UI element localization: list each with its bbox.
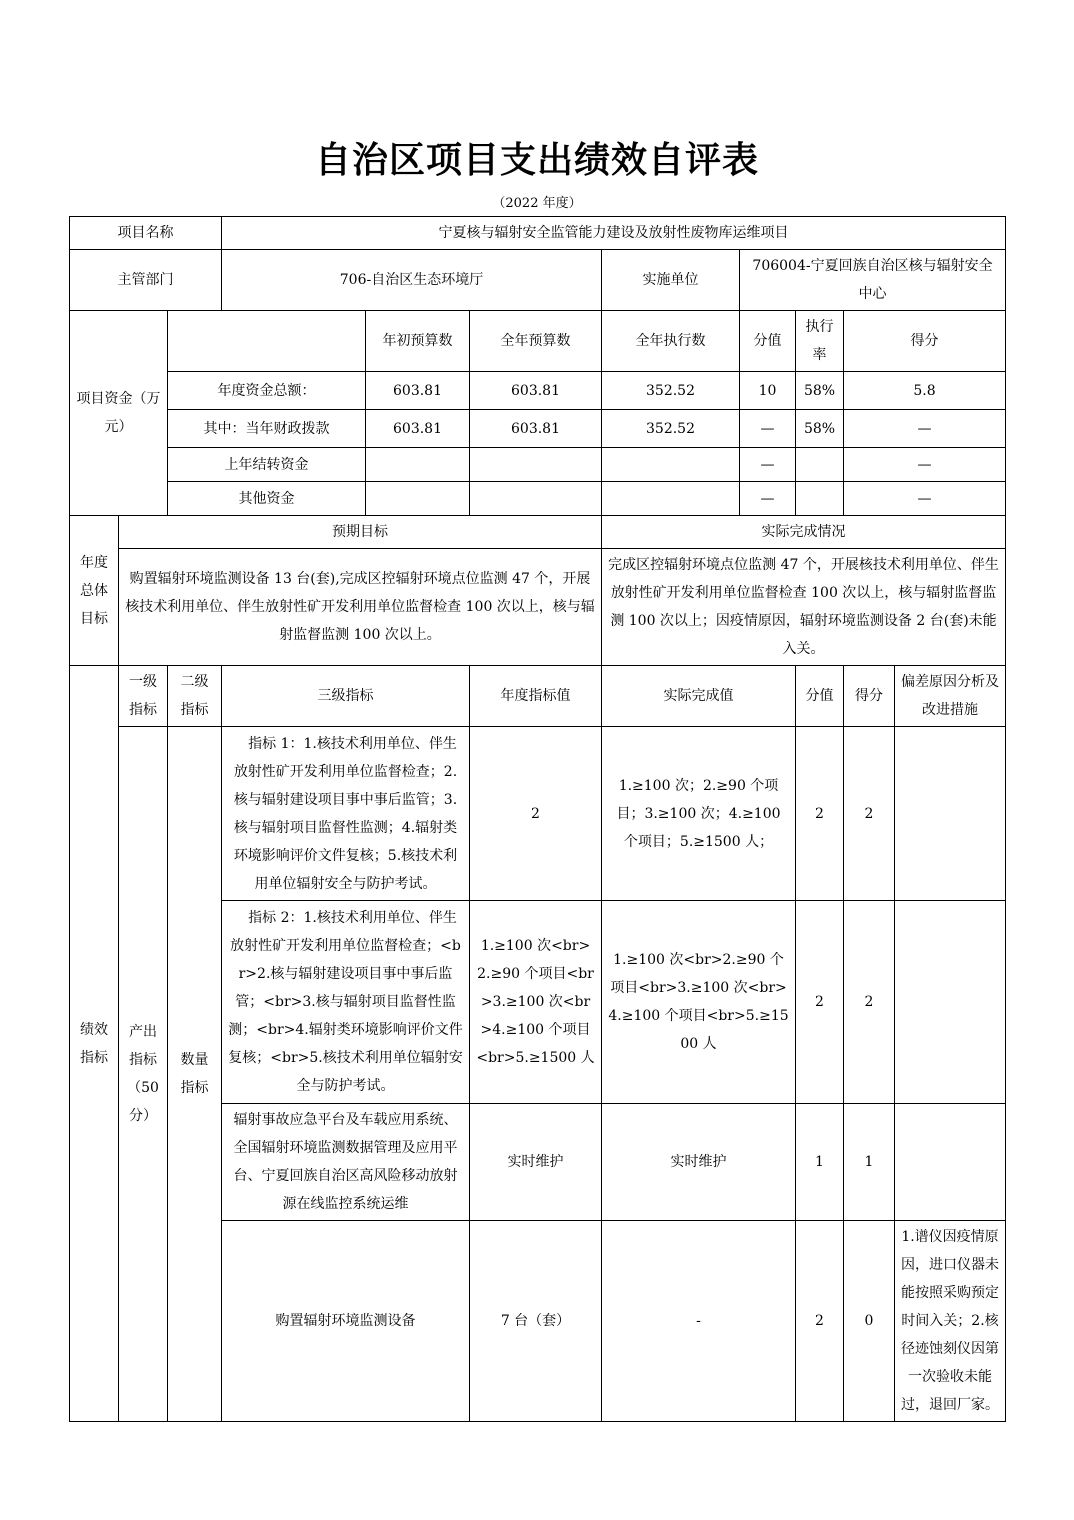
indicator-score-value: 2: [796, 901, 844, 1104]
indicator-target: 实时维护: [470, 1104, 602, 1221]
funds-row-initial: [366, 448, 470, 482]
funds-row: [70, 482, 1006, 516]
funds-row-name: 其中：当年财政拨款: [168, 410, 366, 448]
goals-content-row: [70, 549, 1006, 666]
funds-row-initial: [366, 482, 470, 516]
funds-row: [70, 372, 1006, 410]
funds-header-score-value: 分值: [740, 311, 796, 372]
indicator-actual: 1.≥100 次；2.≥90 个项目；3.≥100 次；4.≥100 个项目；5.≥1500 人；: [602, 727, 796, 901]
funds-label: 项目资金（万元）: [70, 311, 168, 516]
indicators-header-target: 年度指标值: [470, 666, 602, 727]
funds-row-score: —: [844, 448, 1006, 482]
funds-row-annual: 603.81: [470, 372, 602, 410]
funds-row-name: 年度资金总额：: [168, 372, 366, 410]
funds-row-executed: 352.52: [602, 410, 740, 448]
funds-row-executed: [602, 482, 740, 516]
indicators-header-score: 得分: [844, 666, 895, 727]
project-name-label: 项目名称: [70, 217, 222, 250]
indicator-deviation: 1.谱仪因疫情原因，进口仪器未能按照采购预定时间入关；2.核径迹蚀刻仪因第一次验收未能过，退回厂家。: [895, 1221, 1006, 1422]
funds-row-score: —: [844, 410, 1006, 448]
indicators-header-actual: 实际完成值: [602, 666, 796, 727]
goals-expected-text: 购置辐射环境监测设备 13 台(套),完成区控辐射环境点位监测 47 个，开展核技术利用单位、伴生放射性矿开发利用单位监督检查 100 次以上，核与辐射监督监测 100 次以上。: [119, 549, 602, 666]
funds-row-annual: [470, 482, 602, 516]
project-name-value: 宁夏核与辐射安全监管能力建设及放射性废物库运维项目: [222, 217, 1006, 250]
unit-label: 实施单位: [602, 250, 740, 311]
indicator-deviation: [895, 901, 1006, 1104]
funds-row-rate: [796, 482, 844, 516]
funds-row-score: —: [844, 482, 1006, 516]
indicator-deviation: [895, 1104, 1006, 1221]
indicator-score: 0: [844, 1221, 895, 1422]
funds-row-score-value: 10: [740, 372, 796, 410]
indicators-header-level3: 三级指标: [222, 666, 470, 727]
funds-row-executed: [602, 448, 740, 482]
indicators-header-level2: 二级指标: [168, 666, 222, 727]
department-value: 706-自治区生态环境厅: [222, 250, 602, 311]
funds-row-annual: [470, 448, 602, 482]
indicator-level1: 产出指标（50分）: [119, 727, 168, 1422]
indicators-header-level1: 一级指标: [119, 666, 168, 727]
indicator-target: 7 台（套）: [470, 1221, 602, 1422]
funds-row-initial: 603.81: [366, 410, 470, 448]
indicator-score-value: 2: [796, 1221, 844, 1422]
funds-row-executed: 352.52: [602, 372, 740, 410]
indicators-header-row: [70, 666, 1006, 727]
indicator-name: 指标 1：1.核技术利用单位、伴生放射性矿开发利用单位监督检查；2.核与辐射建设项目事中事后监管；3.核与辐射项目监督性监测；4.辐射类环境影响评价文件复核；5.核技术利用单位辐射安全与防护考试。: [222, 727, 470, 901]
indicator-name: 辐射事故应急平台及车载应用系统、全国辐射环境监测数据管理及应用平台、宁夏回族自治区高风险移动放射源在线监控系统运维: [222, 1104, 470, 1221]
funds-header-blank: [168, 311, 366, 372]
indicator-name: 购置辐射环境监测设备: [222, 1221, 470, 1422]
report-year: （2022 年度）: [492, 196, 582, 211]
funds-row-rate: 58%: [796, 410, 844, 448]
funds-row-rate: 58%: [796, 372, 844, 410]
project-name-row: [70, 217, 1006, 250]
page-title: 自治区项目支出绩效自评表: [314, 139, 759, 181]
funds-row: [70, 448, 1006, 482]
funds-row-rate: [796, 448, 844, 482]
performance-table: [69, 216, 1006, 1422]
goals-label: 年度总体目标: [70, 516, 119, 666]
indicator-row: [70, 727, 1006, 901]
indicator-name: 指标 2：1.核技术利用单位、伴生放射性矿开发利用单位监督检查；<br>2.核与辐射建设项目事中事后监管；<br>3.核与辐射项目监督性监测；<br>4.辐射类环境影响评价文件复核；<br>5.核技术利用单位辐射安全与防护考试。: [222, 901, 470, 1104]
department-label: 主管部门: [70, 250, 222, 311]
funds-header-initial: 年初预算数: [366, 311, 470, 372]
indicator-actual: -: [602, 1221, 796, 1422]
indicator-deviation: [895, 727, 1006, 901]
funds-header-rate: 执行率: [796, 311, 844, 372]
indicator-score-value: 2: [796, 727, 844, 901]
goals-actual-label: 实际完成情况: [602, 516, 1006, 549]
unit-value: 706004-宁夏回族自治区核与辐射安全中心: [740, 250, 1006, 311]
goals-expected-label: 预期目标: [119, 516, 602, 549]
funds-row-annual: 603.81: [470, 410, 602, 448]
funds-row-name: 其他资金: [168, 482, 366, 516]
goals-actual-text: 完成区控辐射环境点位监测 47 个，开展核技术利用单位、伴生放射性矿开发利用单位监督检查 100 次以上，核与辐射监督监测 100 次以上；因疫情原因，辐射环境监测设备 2 台(套)未能入关。: [602, 549, 1006, 666]
funds-header-executed: 全年执行数: [602, 311, 740, 372]
funds-row-score-value: —: [740, 482, 796, 516]
indicator-target: 1.≥100 次<br>2.≥90 个项目<br>3.≥100 次<br>4.≥100 个项目<br>5.≥1500 人: [470, 901, 602, 1104]
indicator-level2: 数量指标: [168, 727, 222, 1422]
indicators-section-label: 绩效指标: [70, 666, 119, 1422]
funds-row-score-value: —: [740, 448, 796, 482]
indicator-score: 1: [844, 1104, 895, 1221]
funds-header-annual: 全年预算数: [470, 311, 602, 372]
funds-header-score: 得分: [844, 311, 1006, 372]
funds-row-initial: 603.81: [366, 372, 470, 410]
indicator-score: 2: [844, 727, 895, 901]
funds-row-score: 5.8: [844, 372, 1006, 410]
indicator-score-value: 1: [796, 1104, 844, 1221]
goals-header-row: [70, 516, 1006, 549]
indicators-header-score-value: 分值: [796, 666, 844, 727]
indicator-actual: 实时维护: [602, 1104, 796, 1221]
department-row: [70, 250, 1006, 311]
funds-row-name: 上年结转资金: [168, 448, 366, 482]
funds-row-score-value: —: [740, 410, 796, 448]
funds-row: [70, 410, 1006, 448]
funds-header-row: [70, 311, 1006, 372]
indicator-score: 2: [844, 901, 895, 1104]
indicators-header-deviation: 偏差原因分析及改进措施: [895, 666, 1006, 727]
indicator-actual: 1.≥100 次<br>2.≥90 个项目<br>3.≥100 次<br>4.≥100 个项目<br>5.≥1500 人: [602, 901, 796, 1104]
indicator-target: 2: [470, 727, 602, 901]
